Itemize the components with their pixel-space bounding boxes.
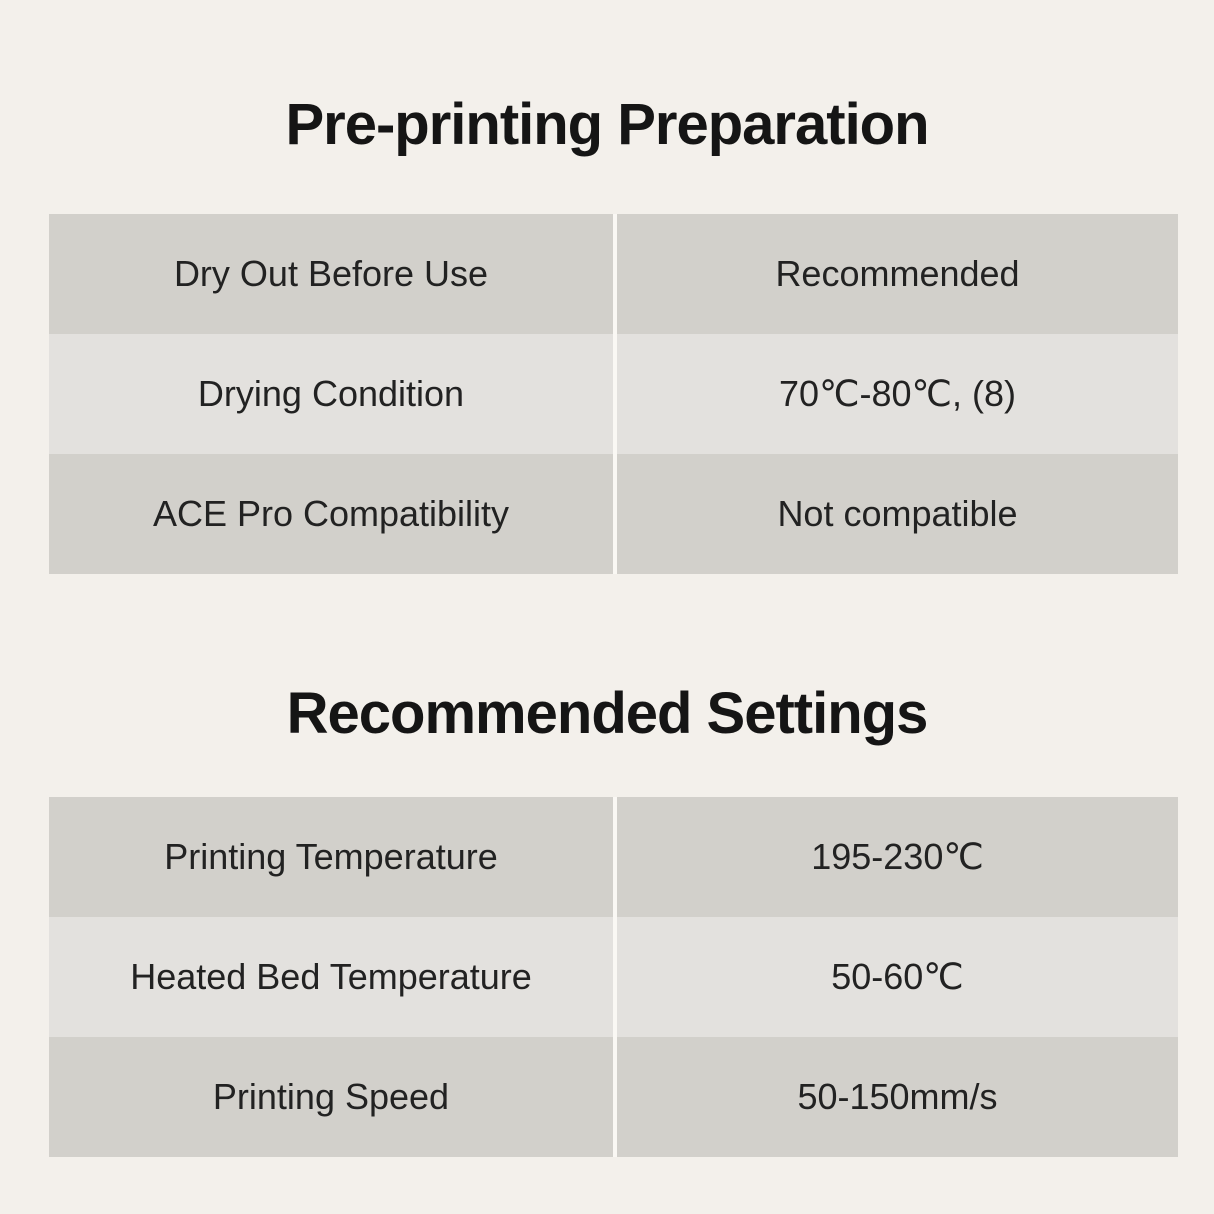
row-label: Printing Temperature <box>49 797 613 917</box>
section-title-recommended-settings: Recommended Settings <box>286 681 928 746</box>
table-row-printing-speed <box>49 1037 1178 1157</box>
row-value: Not compatible <box>617 454 1178 574</box>
recommended-settings-table <box>49 797 1178 1157</box>
row-label: Dry Out Before Use <box>49 214 613 334</box>
table-row-dry-out <box>49 214 1178 334</box>
row-value: 50-60℃ <box>617 917 1178 1037</box>
row-label: Printing Speed <box>49 1037 613 1157</box>
table-row-heated-bed-temperature <box>49 917 1178 1037</box>
preprinting-preparation-table <box>49 214 1178 574</box>
row-value: 195-230℃ <box>617 797 1178 917</box>
row-label: ACE Pro Compatibility <box>49 454 613 574</box>
row-value: 70℃-80℃, (8) <box>617 334 1178 454</box>
row-label: Heated Bed Temperature <box>49 917 613 1037</box>
table-row-printing-temperature <box>49 797 1178 917</box>
table-row-ace-pro-compatibility <box>49 454 1178 574</box>
row-value: Recommended <box>617 214 1178 334</box>
row-value: 50-150mm/s <box>617 1037 1178 1157</box>
section-title-preprinting-preparation: Pre-printing Preparation <box>285 92 929 157</box>
table-row-drying-condition <box>49 334 1178 454</box>
row-label: Drying Condition <box>49 334 613 454</box>
